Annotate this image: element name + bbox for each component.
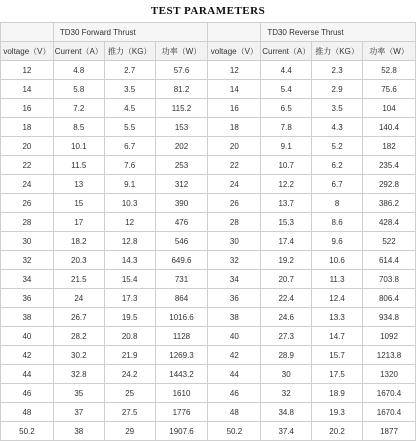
table-cell: 9.1 <box>104 175 155 194</box>
table-cell: 37 <box>53 403 104 422</box>
reverse-thrust-header: TD30 Reverse Thrust <box>261 23 416 42</box>
table-cell: 22 <box>1 156 54 175</box>
table-cell: 7.2 <box>53 99 104 118</box>
table-cell: 4.4 <box>261 61 312 80</box>
table-cell: 22.4 <box>261 289 312 308</box>
table-cell: 864 <box>155 289 208 308</box>
table-cell: 649.6 <box>155 251 208 270</box>
table-cell: 1776 <box>155 403 208 422</box>
table-row <box>1 137 416 156</box>
empty-corner-cell <box>1 23 54 42</box>
table-cell: 3.5 <box>312 99 363 118</box>
table-row <box>1 289 416 308</box>
table-cell: 48 <box>1 403 54 422</box>
table-cell: 26.7 <box>53 308 104 327</box>
table-row <box>1 175 416 194</box>
column-header: voltage（V） <box>208 42 261 61</box>
table-cell: 14 <box>208 80 261 99</box>
table-cell: 1128 <box>155 327 208 346</box>
column-header: 功率（W） <box>155 42 208 61</box>
table-cell: 4.8 <box>53 61 104 80</box>
table-cell: 703.8 <box>363 270 416 289</box>
group-header-row <box>1 23 416 42</box>
table-cell: 36 <box>1 289 54 308</box>
table-cell: 28 <box>208 213 261 232</box>
table-row <box>1 194 416 213</box>
table-cell: 20.3 <box>53 251 104 270</box>
table-cell: 10.7 <box>261 156 312 175</box>
table-cell: 19.3 <box>312 403 363 422</box>
table-cell: 24.2 <box>104 365 155 384</box>
table-cell: 806.4 <box>363 289 416 308</box>
table-cell: 4.5 <box>104 99 155 118</box>
table-cell: 253 <box>155 156 208 175</box>
table-row <box>1 156 416 175</box>
table-cell: 8 <box>312 194 363 213</box>
table-cell: 22 <box>208 156 261 175</box>
table-cell: 115.2 <box>155 99 208 118</box>
table-cell: 1670.4 <box>363 384 416 403</box>
table-cell: 7.6 <box>104 156 155 175</box>
table-cell: 40 <box>1 327 54 346</box>
table-cell: 614.4 <box>363 251 416 270</box>
table-cell: 5.5 <box>104 118 155 137</box>
table-cell: 24 <box>1 175 54 194</box>
column-header: 推力（KG） <box>104 42 155 61</box>
table-cell: 13.7 <box>261 194 312 213</box>
table-cell: 292.8 <box>363 175 416 194</box>
table-cell: 7.8 <box>261 118 312 137</box>
table-cell: 16 <box>208 99 261 118</box>
table-cell: 1610 <box>155 384 208 403</box>
table-cell: 9.6 <box>312 232 363 251</box>
table-row <box>1 327 416 346</box>
table-cell: 34.8 <box>261 403 312 422</box>
table-cell: 12 <box>208 61 261 80</box>
table-cell: 34 <box>1 270 54 289</box>
table-cell: 312 <box>155 175 208 194</box>
table-cell: 38 <box>53 422 104 441</box>
table-cell: 35 <box>53 384 104 403</box>
table-cell: 153 <box>155 118 208 137</box>
table-cell: 17 <box>53 213 104 232</box>
table-row <box>1 422 416 441</box>
table-cell: 2.7 <box>104 61 155 80</box>
test-parameters-table <box>0 22 416 441</box>
table-cell: 14.7 <box>312 327 363 346</box>
table-row <box>1 232 416 251</box>
table-cell: 1016.6 <box>155 308 208 327</box>
table-cell: 24 <box>53 289 104 308</box>
table-cell: 1443.2 <box>155 365 208 384</box>
table-cell: 75.6 <box>363 80 416 99</box>
table-cell: 32 <box>208 251 261 270</box>
table-cell: 1269.3 <box>155 346 208 365</box>
table-cell: 44 <box>208 365 261 384</box>
table-cell: 29 <box>104 422 155 441</box>
table-cell: 14 <box>1 80 54 99</box>
table-body <box>1 61 416 441</box>
table-cell: 15.7 <box>312 346 363 365</box>
table-cell: 2.9 <box>312 80 363 99</box>
table-cell: 12 <box>1 61 54 80</box>
table-cell: 21.9 <box>104 346 155 365</box>
table-cell: 18 <box>208 118 261 137</box>
table-cell: 42 <box>208 346 261 365</box>
table-cell: 390 <box>155 194 208 213</box>
table-cell: 24 <box>208 175 261 194</box>
table-cell: 476 <box>155 213 208 232</box>
table-cell: 27.3 <box>261 327 312 346</box>
table-cell: 20.8 <box>104 327 155 346</box>
table-cell: 522 <box>363 232 416 251</box>
column-header-row <box>1 42 416 61</box>
table-cell: 546 <box>155 232 208 251</box>
table-cell: 12.4 <box>312 289 363 308</box>
table-cell: 40 <box>208 327 261 346</box>
table-cell: 140.4 <box>363 118 416 137</box>
table-cell: 52.8 <box>363 61 416 80</box>
table-row <box>1 99 416 118</box>
table-cell: 57.6 <box>155 61 208 80</box>
table-row <box>1 270 416 289</box>
table-cell: 5.2 <box>312 137 363 156</box>
table-cell: 8.5 <box>53 118 104 137</box>
table-cell: 28 <box>1 213 54 232</box>
page-title: TEST PARAMETERS <box>150 5 266 17</box>
table-cell: 1877 <box>363 422 416 441</box>
table-cell: 1320 <box>363 365 416 384</box>
table-cell: 11.3 <box>312 270 363 289</box>
table-cell: 11.5 <box>53 156 104 175</box>
table-cell: 6.7 <box>312 175 363 194</box>
table-row <box>1 61 416 80</box>
table-cell: 8.6 <box>312 213 363 232</box>
column-header: voltage（V） <box>1 42 54 61</box>
table-cell: 37.4 <box>261 422 312 441</box>
table-cell: 32 <box>1 251 54 270</box>
table-cell: 1670.4 <box>363 403 416 422</box>
table-row <box>1 80 416 99</box>
table-cell: 50.2 <box>208 422 261 441</box>
table-cell: 15.3 <box>261 213 312 232</box>
table-cell: 28.2 <box>53 327 104 346</box>
table-cell: 32.8 <box>53 365 104 384</box>
table-cell: 44 <box>1 365 54 384</box>
table-cell: 21.5 <box>53 270 104 289</box>
table-cell: 30 <box>208 232 261 251</box>
table-cell: 46 <box>1 384 54 403</box>
table-cell: 1092 <box>363 327 416 346</box>
table-cell: 6.7 <box>104 137 155 156</box>
table-cell: 17.4 <box>261 232 312 251</box>
table-cell: 81.2 <box>155 80 208 99</box>
table-row <box>1 213 416 232</box>
table-cell: 731 <box>155 270 208 289</box>
table-cell: 42 <box>1 346 54 365</box>
table-row <box>1 308 416 327</box>
table-cell: 9.1 <box>261 137 312 156</box>
column-header: 功率（W） <box>363 42 416 61</box>
table-cell: 10.6 <box>312 251 363 270</box>
table-row <box>1 118 416 137</box>
table-cell: 20 <box>208 137 261 156</box>
table-cell: 27.5 <box>104 403 155 422</box>
table-cell: 182 <box>363 137 416 156</box>
table-row <box>1 403 416 422</box>
table-cell: 50.2 <box>1 422 54 441</box>
table-cell: 38 <box>1 308 54 327</box>
table-cell: 18.2 <box>53 232 104 251</box>
table-cell: 24.6 <box>261 308 312 327</box>
table-cell: 6.5 <box>261 99 312 118</box>
table-cell: 5.4 <box>261 80 312 99</box>
table-cell: 17.5 <box>312 365 363 384</box>
column-header: Current（A） <box>53 42 104 61</box>
table-cell: 48 <box>208 403 261 422</box>
table-cell: 38 <box>208 308 261 327</box>
table-cell: 16 <box>1 99 54 118</box>
table-cell: 428.4 <box>363 213 416 232</box>
table-cell: 10.1 <box>53 137 104 156</box>
table-cell: 386.2 <box>363 194 416 213</box>
table-cell: 30 <box>261 365 312 384</box>
table-cell: 4.3 <box>312 118 363 137</box>
table-row <box>1 384 416 403</box>
table-cell: 12.8 <box>104 232 155 251</box>
table-cell: 10.3 <box>104 194 155 213</box>
table-cell: 18 <box>1 118 54 137</box>
table-cell: 1213.8 <box>363 346 416 365</box>
table-cell: 20 <box>1 137 54 156</box>
table-cell: 2.3 <box>312 61 363 80</box>
table-cell: 30.2 <box>53 346 104 365</box>
table-cell: 26 <box>208 194 261 213</box>
table-cell: 13 <box>53 175 104 194</box>
table-cell: 235.4 <box>363 156 416 175</box>
table-row <box>1 346 416 365</box>
table-cell: 6.2 <box>312 156 363 175</box>
table-cell: 12.2 <box>261 175 312 194</box>
table-cell: 26 <box>1 194 54 213</box>
table-cell: 30 <box>1 232 54 251</box>
table-cell: 18.9 <box>312 384 363 403</box>
table-cell: 34 <box>208 270 261 289</box>
column-header: Current（A） <box>261 42 312 61</box>
table-cell: 13.3 <box>312 308 363 327</box>
table-cell: 25 <box>104 384 155 403</box>
table-cell: 36 <box>208 289 261 308</box>
table-cell: 15 <box>53 194 104 213</box>
table-cell: 5.8 <box>53 80 104 99</box>
forward-thrust-header: TD30 Forward Thrust <box>53 23 208 42</box>
table-cell: 14.3 <box>104 251 155 270</box>
table-cell: 19.2 <box>261 251 312 270</box>
table-cell: 934.8 <box>363 308 416 327</box>
table-cell: 46 <box>208 384 261 403</box>
table-cell: 32 <box>261 384 312 403</box>
empty-separator-cell <box>208 23 261 42</box>
table-cell: 202 <box>155 137 208 156</box>
table-cell: 1907.6 <box>155 422 208 441</box>
table-cell: 12 <box>104 213 155 232</box>
column-header: 推力（KG） <box>312 42 363 61</box>
table-cell: 20.7 <box>261 270 312 289</box>
table-cell: 15.4 <box>104 270 155 289</box>
table-row <box>1 365 416 384</box>
table-cell: 19.5 <box>104 308 155 327</box>
table-row <box>1 251 416 270</box>
table-cell: 28.9 <box>261 346 312 365</box>
table-cell: 104 <box>363 99 416 118</box>
table-cell: 20.2 <box>312 422 363 441</box>
table-cell: 3.5 <box>104 80 155 99</box>
table-cell: 17.3 <box>104 289 155 308</box>
